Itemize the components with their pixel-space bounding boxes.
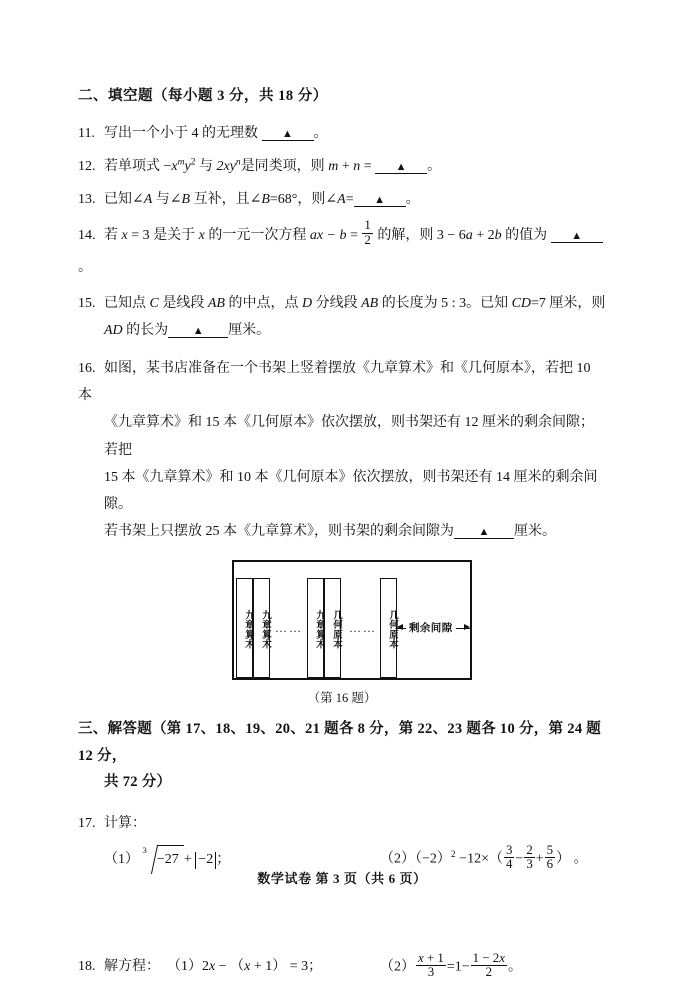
question-16-line-4-text: 若书架上只摆放 25 本《九章算术》，则书架的剩余间隙为: [104, 524, 454, 540]
question-14-text-3: 的一元一次方程: [204, 227, 310, 243]
question-14-fraction-denominator: 2: [364, 233, 371, 247]
question-12-var-x: x: [171, 159, 178, 175]
question-14-fraction-numerator: 1: [364, 218, 371, 233]
page-content: [78, 86, 606, 999]
question-12-text-3: 是同类项，则: [240, 159, 325, 175]
question-16-line-2: 《九章算术》和 15 本《几何原本》依次摆放，则书架还有 12 厘米的剩余间隙；若把: [104, 415, 594, 458]
question-14-text-4: 的解，则 3 − 6: [373, 227, 466, 243]
question-16: [78, 355, 606, 546]
question-13-angle-b2: B: [261, 192, 270, 208]
cube-root-icon: 3 −27: [143, 845, 181, 874]
question-18-var-x1: x: [209, 959, 216, 975]
question-15-text-8: 厘米。: [228, 323, 271, 339]
question-12-var-y: y: [184, 159, 191, 175]
question-15-text-7: 的长为: [122, 323, 169, 339]
book-jihe-2: 几何原本: [380, 578, 397, 678]
question-11-answer-blank[interactable]: ▲: [262, 126, 314, 141]
question-13: [78, 186, 606, 213]
question-13-text-3: 互补，且∠: [190, 192, 262, 208]
question-14-var-x2: x: [198, 227, 205, 243]
question-12-plus: +: [341, 159, 350, 175]
question-15-point-d: D: [301, 296, 313, 312]
section-3-heading-line-2: 共 72 分）: [104, 774, 172, 791]
question-17-part-1-end: ；: [216, 852, 231, 868]
question-18-part-1-tag: （1）: [167, 959, 202, 975]
question-13-period: 。: [405, 192, 420, 208]
page-footer: 数学试卷 第 3 页（共 6 页）: [257, 871, 427, 886]
question-12-body: 若单项式 $-x^my^2$ 与 $2xy^n$是同类项，则 m + n = ▲ 。: [104, 157, 442, 175]
question-15-body-line-2: [78, 317, 606, 344]
book-jiuzhang-3: 九章算术: [307, 578, 324, 678]
question-15-text-6: =7 厘米，则: [531, 296, 606, 312]
question-17-minus-12: −12×（: [459, 852, 503, 868]
question-18-part-2-end: 。: [507, 960, 522, 976]
question-16-line-3: 15 本《九章算术》和 10 本《几何原本》依次摆放，则书架还有 14 厘米的剩余间隙。: [104, 469, 598, 513]
question-11-period: 。: [313, 125, 328, 141]
question-15-text-2: 是线段: [158, 296, 208, 312]
question-15-text-4: 分线段: [312, 296, 362, 312]
question-12-text-2: 与: [198, 159, 213, 175]
question-14: [78, 220, 606, 284]
question-11-text: 写出一个小于 4 的无理数: [104, 125, 258, 141]
bookshelf-dots-1: ……: [275, 620, 303, 635]
question-12-number: 12.: [78, 159, 96, 175]
question-15-segment-ab-2: AB: [361, 296, 379, 312]
question-15-segment-ad: AD: [104, 323, 123, 339]
question-14-period: 。: [78, 259, 92, 275]
question-17-part-1: [104, 844, 231, 868]
question-18-part-1-end: ；: [308, 959, 323, 975]
question-15-point-c: C: [149, 296, 159, 312]
question-18-var-x2: x: [244, 959, 251, 975]
question-18-fraction-2-denominator: 2: [471, 965, 507, 980]
question-13-angle-a2: A: [337, 192, 346, 208]
question-17-op-1: −: [515, 852, 524, 868]
question-15-text-1: 已知点: [104, 296, 150, 312]
question-16-number: 16.: [78, 360, 96, 376]
question-13-text-2: 与∠: [152, 192, 182, 208]
question-16-line-1: 如图，某书店准备在一个书架上竖着摆放《九章算术》和《几何原本》，若把 10 本: [78, 360, 591, 403]
question-14-text-5: + 2: [472, 227, 495, 243]
question-18-one: 1: [454, 960, 462, 976]
question-17-exp-2: 2: [450, 850, 456, 861]
question-13-body: [104, 192, 420, 207]
question-18-coef: 2: [202, 959, 209, 975]
bookshelf-outline: [232, 560, 472, 680]
question-13-number: 13.: [78, 192, 96, 208]
question-14-equation-left: ax − b: [309, 227, 347, 243]
question-15-body-line-1: [104, 296, 605, 311]
question-14-text-2: = 3 是关于: [127, 227, 199, 243]
question-12-exp-n: n: [235, 157, 241, 168]
question-14-var-b: b: [494, 227, 502, 243]
question-12-term-b: 2xy: [216, 159, 236, 175]
question-12-period: 。: [427, 159, 442, 175]
question-11-number: 11.: [78, 125, 95, 141]
question-14-fraction: [362, 219, 372, 248]
question-17: [78, 810, 606, 837]
gap-arrow-head-left: [397, 624, 403, 630]
question-18-fraction-1-denominator: 3: [416, 965, 446, 980]
question-15-text-3: 的中点，点: [224, 296, 302, 312]
question-13-answer-blank[interactable]: ▲: [354, 192, 406, 207]
question-18-equals: =: [446, 960, 455, 976]
question-15-segment-cd: CD: [511, 296, 532, 312]
book-jiuzhang-1: 九章算术: [236, 578, 253, 678]
question-18-label: 解方程：: [104, 959, 160, 975]
question-18-fraction-1-numerator: x + 1: [418, 950, 444, 965]
question-18-fraction-2-numerator: 1 − 2x: [472, 950, 505, 965]
section-2-heading: 二、填空题（每小题 3 分，共 18 分）: [78, 88, 328, 104]
question-15: [78, 290, 606, 345]
question-18-fraction-2: [471, 952, 507, 981]
question-11-body: [104, 126, 328, 141]
question-15-text-5: 的长度为 5 : 3。已知: [378, 296, 512, 312]
question-16-line-4-suffix: 厘米。: [514, 524, 556, 540]
question-17-fraction-2: $\frac{2}{3}$: [526, 842, 533, 872]
question-16-answer-blank[interactable]: ▲: [454, 524, 514, 539]
section-3-heading: [78, 716, 606, 796]
question-17-absolute-value: −2: [195, 852, 216, 868]
question-18-part-1-mid: − （: [215, 959, 245, 975]
book-jiuzhang-2: 九章算术: [253, 578, 270, 678]
question-17-number: 17.: [78, 816, 96, 832]
question-13-angle-b: B: [181, 192, 191, 208]
question-17-plus: +: [183, 852, 192, 868]
question-12-equals: =: [363, 159, 372, 175]
question-18: [78, 950, 606, 999]
question-17-part-2-tag: （2）: [380, 852, 415, 868]
question-14-text-6: 的值为: [501, 227, 548, 243]
question-15-segment-ab-1: AB: [207, 296, 225, 312]
question-17-op-2: +: [535, 852, 544, 868]
section-3-heading-line-1: 三、解答题（第 17、18、19、20、21 题各 8 分，第 22、23 题各 10 分，第 24 题 12 分，: [78, 720, 602, 764]
question-17-part-2-end: 。: [573, 852, 588, 868]
question-12-var-m: m: [328, 159, 339, 175]
question-17-fraction-3: $\frac{5}{6}$: [546, 842, 554, 872]
question-16-line-4: [78, 518, 606, 545]
question-12-exp-2: 2: [190, 157, 196, 168]
question-17-part-1-tag: （1）: [104, 852, 139, 868]
question-17-fraction-1: $\frac{3}{4}$: [505, 842, 513, 872]
question-12-var-n: n: [353, 159, 361, 175]
question-13-text-5: =: [345, 192, 354, 208]
question-14-number: 14.: [78, 227, 96, 243]
question-12-exp-m: m: [177, 157, 185, 168]
question-15-number: 15.: [78, 296, 96, 312]
figure-caption: （第 16 题）: [307, 690, 377, 705]
question-18-minus: −: [461, 960, 470, 976]
question-18-part-2: [380, 950, 522, 982]
bookshelf-figure: [78, 560, 606, 710]
question-18-part-2-tag: （2）: [380, 960, 415, 976]
question-12: [78, 153, 606, 180]
question-14-text-1: 若: [104, 227, 122, 243]
question-18-part-1-rest: + 1） = 3: [250, 959, 309, 975]
question-14-answer-blank[interactable]: ▲: [551, 228, 603, 243]
question-14-body: [78, 218, 603, 275]
gap-arrow-head-right: [464, 624, 470, 630]
question-11: [78, 120, 606, 147]
question-12-answer-blank[interactable]: ▲: [375, 159, 427, 174]
question-17-label: 计算：: [104, 816, 146, 832]
question-13-angle-a: A: [143, 192, 153, 208]
question-14-var-a: a: [465, 227, 473, 243]
question-15-answer-blank[interactable]: ▲: [168, 323, 228, 338]
gap-label: 剩余间隙: [406, 620, 456, 635]
question-17-radicand: −27: [156, 852, 179, 868]
question-18-number: 18.: [78, 959, 96, 975]
question-13-text-4: =68°，则∠: [269, 192, 338, 208]
question-13-text-1: 已知∠: [104, 192, 144, 208]
question-18-fraction-1: [416, 952, 446, 981]
question-17-close-paren: ）: [556, 852, 571, 868]
question-14-var-x1: x: [121, 227, 128, 243]
question-12-text-1: 若单项式: [104, 159, 160, 175]
bookshelf-dots-2: ……: [349, 620, 377, 635]
book-jihe-1: 几何原本: [324, 578, 341, 678]
question-14-equals: =: [350, 227, 358, 243]
question-17-neg-two: （−2）: [415, 852, 451, 868]
